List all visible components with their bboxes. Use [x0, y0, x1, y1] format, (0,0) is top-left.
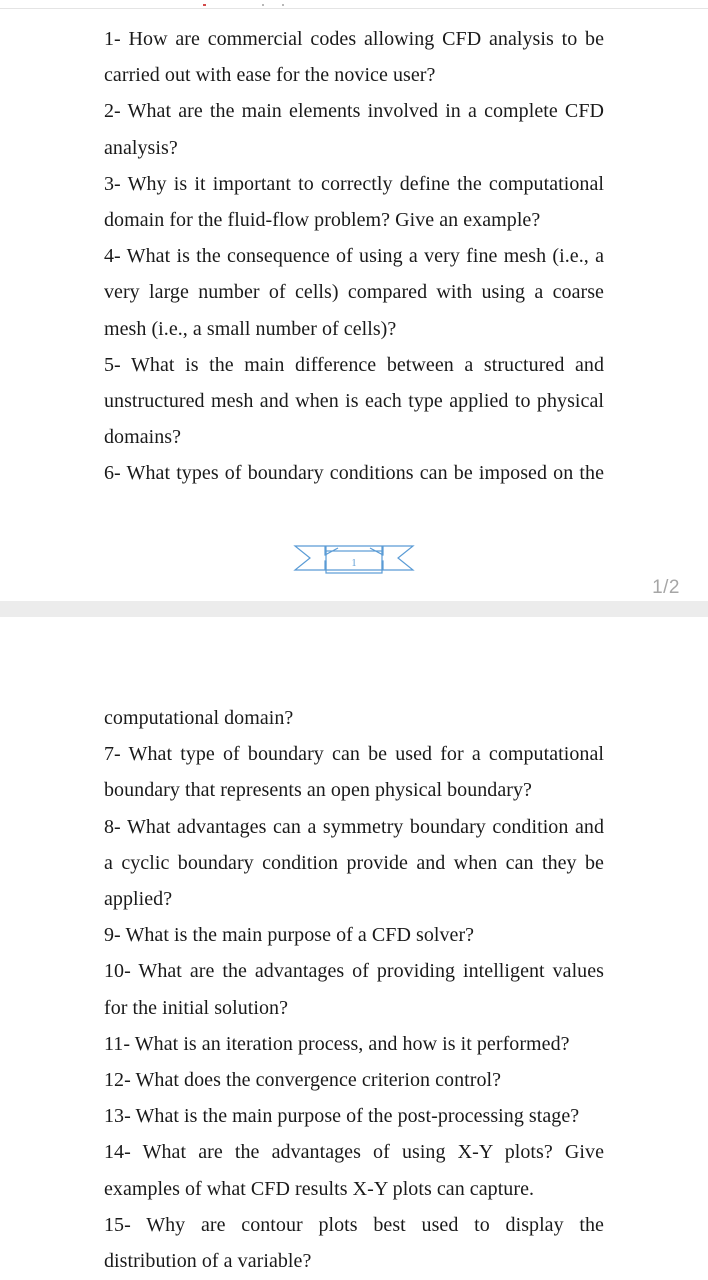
- question-item: 2- What are the main elements involved in a complete CFD analysis?: [104, 100, 604, 159]
- question-item: 6- What types of boundary conditions can be imposed on the: [104, 462, 604, 485]
- question-list-page-2: [104, 700, 604, 1279]
- question-item: computational domain?: [104, 707, 294, 729]
- question-item: 3- Why is it important to correctly define the computational domain for the fluid-flow problem? Give an example?: [104, 172, 604, 232]
- page-footer-ornament: [293, 541, 415, 576]
- question-item: 5- What is the main difference between a structured and unstructured mesh and when is each type applied to physical domains?: [104, 353, 604, 449]
- question-item: 4- What is the consequence of using a very fine mesh (i.e., a very large number of cells) compared with using a coarse mesh (i.e., a small number of cells)?: [104, 245, 604, 340]
- cut-off-text-mark: [262, 4, 264, 6]
- document-page-2: [0, 617, 708, 1280]
- question-list-page-1: [104, 21, 604, 492]
- question-item: 12- What does the convergence criterion control?: [104, 1069, 502, 1092]
- question-item: 10- What are the advantages of providing intelligent values for the initial solution?: [104, 960, 604, 1019]
- question-item: 13- What is the main purpose of the post-processing stage?: [104, 1105, 580, 1128]
- page-counter: 1/2: [652, 577, 680, 598]
- footer-page-number: 1: [351, 558, 357, 569]
- question-item: 7- What type of boundary can be used for a computational boundary that represents an open physical boundary?: [104, 743, 604, 802]
- question-item: 8- What advantages can a symmetry boundary condition and a cyclic boundary condition provide and when can they be applied?: [104, 815, 604, 911]
- cut-off-text-mark: [282, 4, 284, 6]
- question-item: 1- How are commercial codes allowing CFD analysis to be carried out with ease for the novice user?: [104, 28, 604, 87]
- cut-off-text-mark: [203, 4, 206, 6]
- document-page-1: [0, 0, 708, 601]
- question-item: 14- What are the advantages of using X-Y plots? Give examples of what CFD results X-Y plots can capture.: [104, 1141, 604, 1200]
- page-top-edge: [0, 8, 708, 9]
- question-item: 9- What is the main purpose of a CFD solver?: [104, 924, 475, 947]
- question-item: 15- Why are contour plots best used to display the distribution of a variable?: [104, 1213, 604, 1273]
- question-item: 11- What is an iteration process, and how is it performed?: [104, 1032, 570, 1055]
